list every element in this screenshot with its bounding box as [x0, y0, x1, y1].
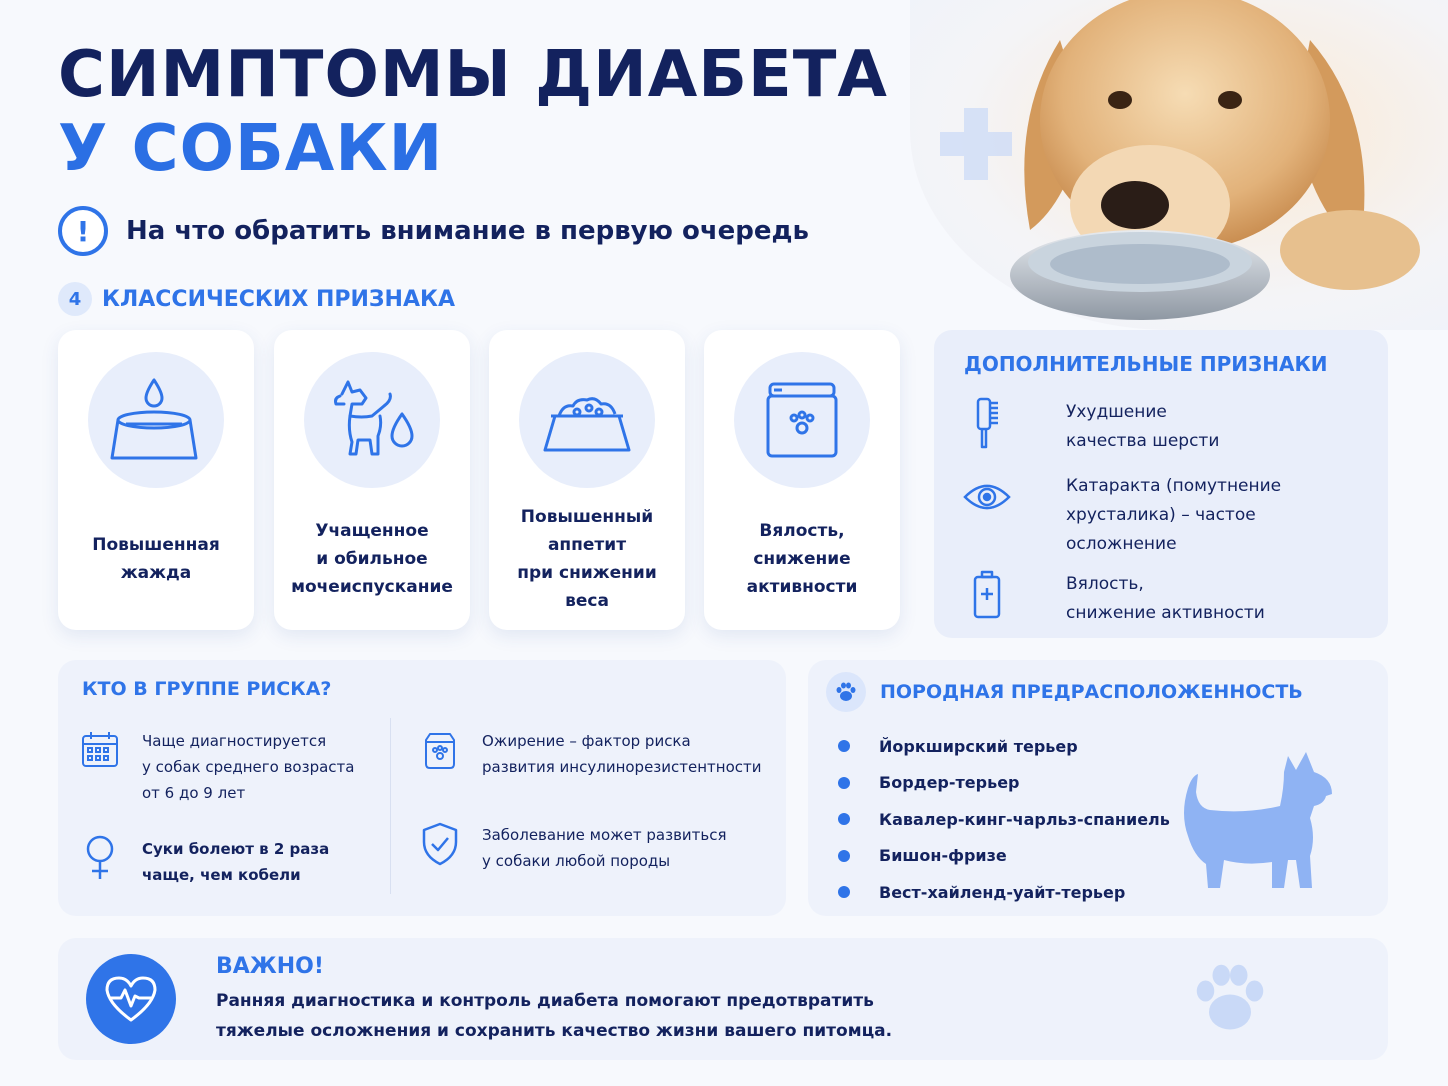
sign-card-label: Повышенная жажда — [92, 535, 220, 583]
additional-sign-item — [962, 472, 1372, 559]
breed-name: Кавалер-кинг-чарльз-спаниель — [879, 809, 1170, 829]
breed-list — [838, 728, 1170, 911]
breed-item — [838, 801, 1170, 838]
risk-item — [418, 728, 762, 780]
breed-name: Вест-хайленд-уайт-терьер — [879, 882, 1126, 902]
sign-card-appetite — [489, 330, 685, 630]
calendar-icon — [78, 728, 122, 772]
heart-pulse-icon — [86, 954, 176, 1044]
breed-item — [838, 838, 1170, 875]
additional-signs-panel — [934, 330, 1388, 638]
eye-icon — [962, 472, 1012, 522]
female-icon — [78, 836, 122, 880]
sign-card-label: Вялость, снижение активности — [746, 521, 858, 597]
terrier-silhouette-icon — [1176, 748, 1346, 898]
breed-name: Бишон-фризе — [879, 846, 1007, 866]
important-text: Ранняя диагностика и контроль диабета помогают предотвратить тяжелые осложнения и сохранить качество жизни вашего питомца. — [216, 991, 893, 1041]
additional-sign-item — [962, 398, 1372, 456]
additional-sign-text: Ухудшение качества шерсти — [1066, 402, 1220, 451]
additional-sign-item — [962, 570, 1372, 628]
risk-item-text: Чаще диагностируется у собак среднего возраста от 6 до 9 лет — [142, 732, 355, 802]
breed-item — [838, 765, 1170, 802]
paw-icon — [826, 672, 866, 712]
bullet — [838, 813, 850, 825]
battery-icon — [962, 570, 1012, 620]
food-jar-icon — [418, 728, 462, 772]
risk-group-panel — [58, 660, 786, 916]
important-panel — [58, 938, 1388, 1060]
risk-item — [418, 822, 727, 874]
classic-title: КЛАССИЧЕСКИХ ПРИЗНАКА — [102, 286, 455, 312]
risk-group-title: КТО В ГРУППЕ РИСКА? — [82, 678, 332, 700]
subtitle: На что обратить внимание в первую очередь — [126, 216, 809, 246]
breed-predisposition-panel — [808, 660, 1388, 916]
sign-card-thirst — [58, 330, 254, 630]
breed-name: Бордер-терьер — [879, 773, 1020, 793]
risk-item — [78, 728, 354, 806]
water-bowl-icon — [88, 352, 224, 488]
bullet — [838, 740, 850, 752]
breed-name: Йоркширский терьер — [879, 736, 1078, 756]
sign-card-label: Учащенное и обильное мочеиспускание — [291, 521, 453, 597]
divider — [390, 718, 391, 894]
number-badge: 4 — [58, 282, 92, 316]
bullet — [838, 886, 850, 898]
breed-item — [838, 874, 1170, 911]
breeds-heading — [826, 672, 1303, 712]
risk-item-text: Ожирение – фактор риска развития инсулинорезистентности — [482, 732, 762, 776]
dog-urination-icon — [304, 352, 440, 488]
medical-plus-icon — [936, 104, 1016, 184]
breed-item — [838, 728, 1170, 765]
sign-card-label: Повышенный аппетит при снижении веса — [517, 507, 657, 611]
risk-item-text: Заболевание может развиться у собаки любой породы — [482, 826, 727, 870]
bullet — [838, 777, 850, 789]
title-line-2: У СОБАКИ — [58, 112, 444, 186]
food-bowl-icon — [519, 352, 655, 488]
food-container-icon — [734, 352, 870, 488]
shield-check-icon — [418, 822, 462, 866]
sign-card-urination — [274, 330, 470, 630]
additional-sign-text: Катаракта (помутнение хрусталика) – частое осложнение — [1066, 476, 1282, 554]
exclamation-icon: ! — [58, 206, 108, 256]
classic-heading — [58, 282, 455, 316]
additional-sign-text: Вялость, снижение активности — [1066, 574, 1265, 623]
subtitle-row — [58, 206, 809, 256]
risk-item-text: Суки болеют в 2 раза чаще, чем кобели — [142, 840, 330, 884]
title-line-1: СИМПТОМЫ ДИАБЕТА — [58, 38, 888, 112]
paw-icon — [1188, 956, 1272, 1040]
additional-signs-title: ДОПОЛНИТЕЛЬНЫЕ ПРИЗНАКИ — [964, 352, 1328, 376]
breeds-title: ПОРОДНАЯ ПРЕДРАСПОЛОЖЕННОСТЬ — [880, 681, 1303, 703]
sign-card-lethargy — [704, 330, 900, 630]
bullet — [838, 850, 850, 862]
risk-item — [78, 836, 329, 888]
brush-icon — [962, 398, 1012, 448]
important-title: ВАЖНО! — [216, 954, 324, 979]
